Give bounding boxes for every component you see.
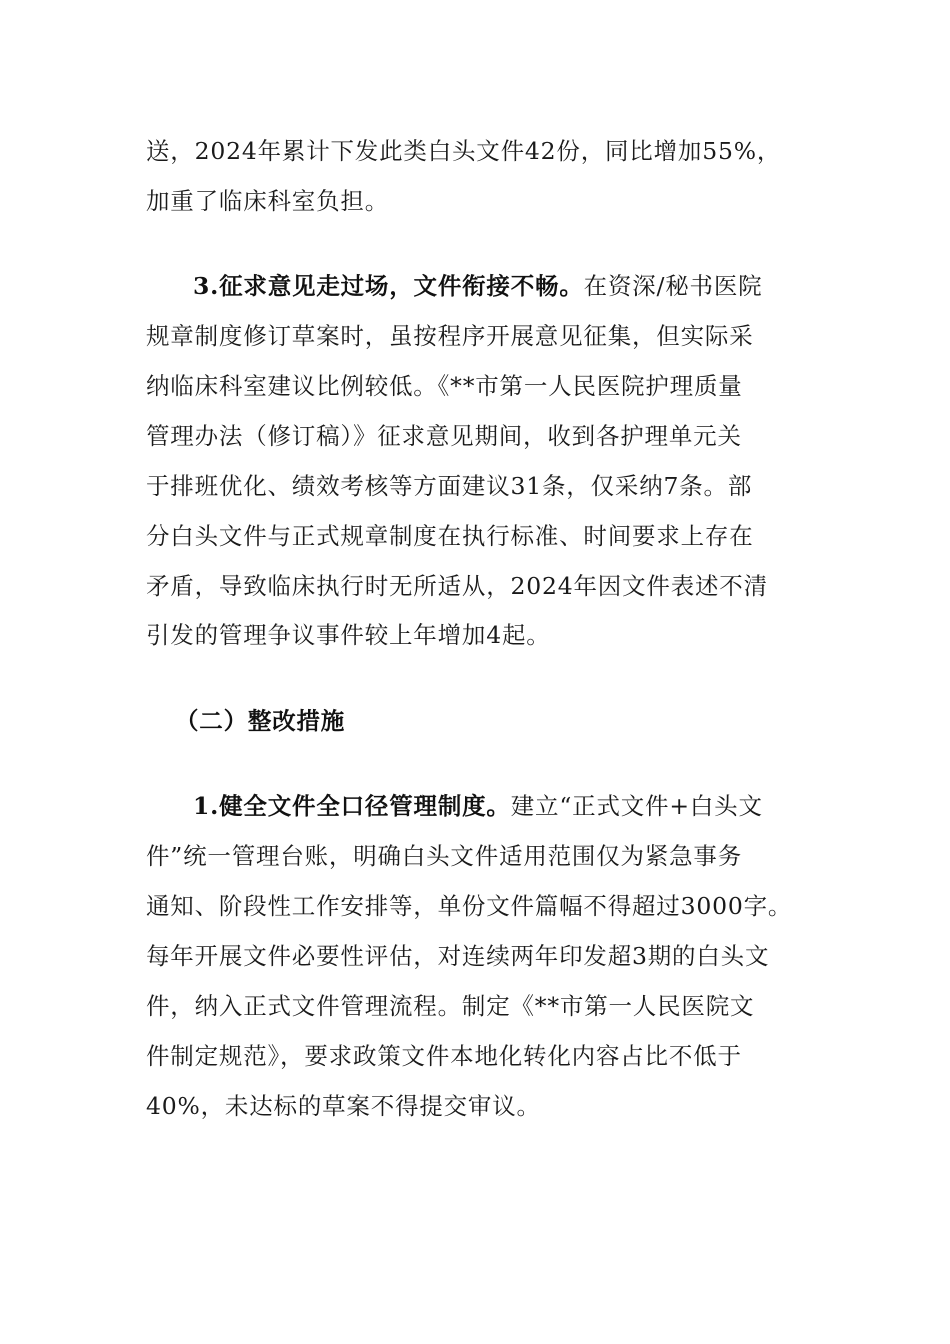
body-text-line: 每年开展文件必要性评估，对连续两年印发超3期的白头文 (146, 942, 770, 970)
paragraph-title: 3.征求意见走过场，文件衔接不畅。 (193, 272, 584, 300)
body-text-line: 通知、阶段性工作安排等，单份文件篇幅不得超过3000字。 (146, 892, 793, 920)
body-text-line: 纳临床科室建议比例较低。《**市第一人民医院护理质量 (146, 372, 743, 400)
body-text-line: 件，纳入正式文件管理流程。制定《**市第一人民医院文 (146, 992, 755, 1020)
body-text-line: 引发的管理争议事件较上年增加4起。 (146, 621, 551, 649)
body-text-line: 矛盾，导致临床执行时无所适从，2024年因文件表述不清 (146, 572, 768, 600)
paragraph-text: 在资深/秘书医院 (583, 272, 763, 300)
section-heading: （二）整改措施 (175, 707, 346, 735)
paragraph-text: 建立“正式文件+白头文 (510, 792, 763, 820)
body-text-line: 40%，未达标的草案不得提交审议。 (146, 1092, 541, 1120)
body-text-line: 于排班优化、绩效考核等方面建议31条，仅采纳7条。部 (146, 472, 753, 500)
body-text-line: 管理办法（修订稿）》征求意见期间，收到各护理单元关 (146, 422, 742, 450)
body-text-line: 规章制度修订草案时，虽按程序开展意见征集，但实际采 (146, 322, 754, 350)
body-text-line: 加重了临床科室负担。 (146, 187, 389, 215)
body-text-line: 送，2024年累计下发此类白头文件42份，同比增加55%， (146, 137, 782, 165)
body-text-line: 件”统一管理台账，明确白头文件适用范围仅为紧急事务 (146, 842, 743, 870)
body-text-line: 件制定规范》，要求政策文件本地化转化内容占比不低于 (146, 1042, 742, 1070)
paragraph-line (193, 269, 762, 303)
body-text-line: 分白头文件与正式规章制度在执行标准、时间要求上存在 (146, 522, 754, 550)
paragraph-title: 1.健全文件全口径管理制度。 (193, 792, 511, 820)
paragraph-line (193, 789, 763, 823)
